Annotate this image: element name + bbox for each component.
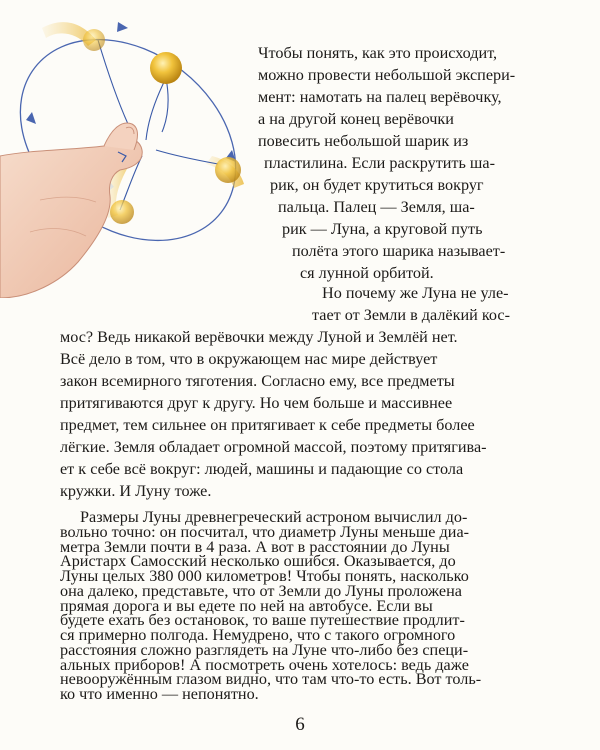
text-line: она далеко, представьте, что от Земли до Луны проложена (60, 581, 462, 600)
moon-ball-ghost (215, 157, 241, 183)
page-number: 6 (295, 714, 305, 735)
moon-ball (150, 52, 182, 84)
text-line: Всё дело в том, что в окружающем нас мире действует (60, 350, 438, 368)
text-line: пальца. Палец — Земля, ша- (278, 198, 475, 216)
text-line: невооружённым глазом видно, что там что-то есть. Вот толь- (60, 670, 482, 689)
text-line: предмет, тем сильнее он притягивает к себе предметы более (60, 416, 475, 434)
text-line: тает от Земли в далёкий кос- (312, 306, 510, 324)
text-line: рик, он будет крутиться вокруг (270, 176, 484, 194)
text-line: ет к себе всё вокруг: людей, машины и падающие со стола (60, 460, 464, 478)
text-line: притягиваются друг к другу. Но чем больше и массивнее (60, 394, 453, 412)
moon-ball-ghost (110, 200, 134, 224)
text-line: Размеры Луны древнегреческий астроном вычислил до- (80, 508, 468, 526)
text-line: рик — Луна, а круговой путь (282, 220, 483, 238)
text-line: расстояния сложно разглядеть на Луне что-либо без специ- (60, 640, 469, 659)
text-line: можно провести небольшой экспери- (258, 66, 516, 84)
text-line: полёта этого шарика называет- (292, 242, 506, 260)
text-line: метра Земли почти в 4 раза. А вот в расстоянии до Луны (60, 537, 450, 556)
text-line: будете ехать без остановок, то ваше путешествие продлит- (60, 611, 465, 630)
text-line: Чтобы понять, как это происходит, (258, 44, 498, 62)
text-line: мос? Ведь никакой верёвочки между Луной и Землёй нет. (60, 328, 458, 346)
text-line: а на другой конец верёвочки (258, 110, 454, 128)
text-line: ся лунной орбитой. (300, 264, 434, 282)
text-line: кружки. И Луну тоже. (60, 482, 212, 500)
text-line: закон всемирного тяготения. Согласно ему, все предметы (60, 372, 455, 390)
text-line: Аристарх Самосский несколько ошибся. Оказывается, до (60, 552, 456, 571)
text-line: лёгкие. Земля обладает огромной массой, поэтому притягива- (60, 438, 487, 456)
text-line: Луны целых 380 000 километров! Чтобы понять, насколько (60, 567, 469, 585)
text-line: вольно точно: он посчитал, что диаметр Луны меньше диа- (60, 522, 470, 541)
text-line: пластилина. Если раскрутить ша- (264, 154, 495, 172)
text-line: Но почему же Луна не уле- (322, 284, 509, 302)
text-line: ся примерно полгода. Немудрено, что с такого огромного (60, 626, 456, 644)
text-line: повесить небольшой шарик из (258, 132, 469, 150)
text-line: ко что именно — непонятно. (60, 685, 259, 703)
moon-orbit-illustration (0, 0, 262, 298)
text-line: прямая дорога и вы едете по ней на автобусе. Если вы (60, 596, 433, 615)
moon-ball-ghost (83, 29, 105, 51)
text-line: мент: намотать на палец верёвочку, (258, 88, 502, 106)
text-line: альных приборов! А посмотреть очень хотелось: ведь даже (60, 655, 469, 674)
